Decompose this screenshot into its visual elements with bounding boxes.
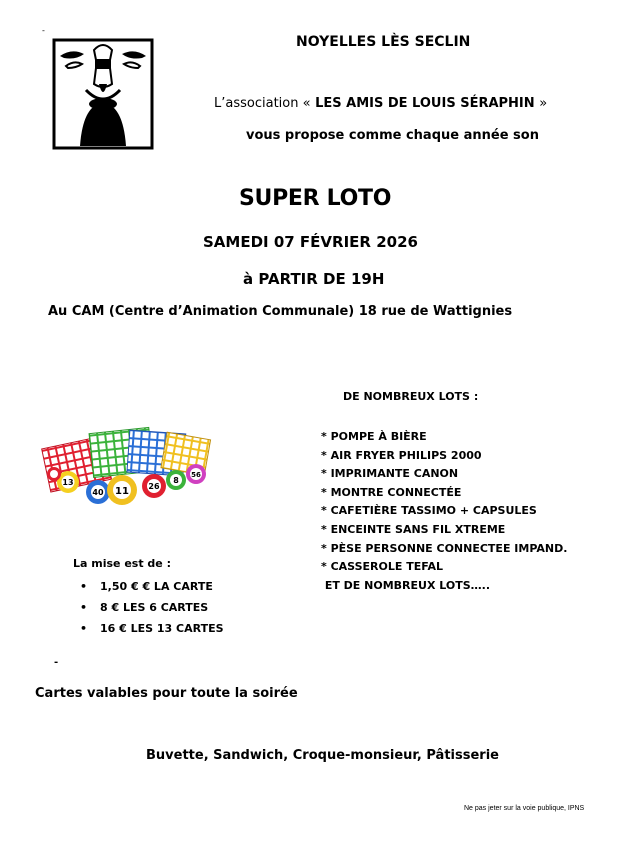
price-item: • 16 € LES 13 CARTES — [80, 618, 224, 639]
association-name: LES AMIS DE LOUIS SÉRAPHIN — [310, 96, 540, 111]
lot-item: * ENCEINTE SANS FIL XTREME — [321, 522, 506, 536]
town-name: NOYELLES LÈS SECLIN — [296, 34, 471, 50]
buvette-line: Buvette, Sandwich, Croque-monsieur, Pâtisserie — [146, 748, 499, 763]
lot-item: * CAFETIÈRE TASSIMO + CAPSULES — [321, 504, 537, 518]
ball-26: 26 — [148, 482, 160, 491]
lots-list — [321, 428, 567, 595]
ball-13: 13 — [62, 478, 74, 487]
ball-11: 11 — [115, 486, 129, 497]
association-prefix: L’association « — [214, 96, 311, 111]
lot-item: * CASSEROLE TEFAL — [321, 560, 443, 574]
cards-validity: Cartes valables pour toute la soirée — [35, 686, 298, 701]
mise-label: La mise est de : — [73, 557, 171, 570]
footer-notice: Ne pas jeter sur la voie publique, IPNS — [464, 805, 585, 812]
association-line — [214, 96, 547, 111]
ball-8: 8 — [173, 476, 179, 485]
event-venue: Au CAM (Centre d’Animation Communale) 18 rue de Wattignies — [48, 304, 513, 319]
lot-item: ET DE NOMBREUX LOTS….. — [321, 578, 491, 592]
price-item: • 8 € LES 6 CARTES — [80, 597, 224, 618]
propose-line: vous propose comme chaque année son — [246, 128, 539, 143]
event-date: SAMEDI 07 FÉVRIER 2026 — [203, 233, 418, 251]
ball-40: 40 — [92, 488, 104, 497]
dash-mark: - — [54, 657, 59, 668]
price-list — [80, 576, 224, 639]
lot-item: * AIR FRYER PHILIPS 2000 — [321, 448, 482, 462]
price-item: • 1,50 € € LA CARTE — [80, 576, 224, 597]
lot-item: * POMPE À BIÈRE — [321, 430, 427, 443]
ball-56: 56 — [191, 471, 201, 479]
lots-title: DE NOMBREUX LOTS : — [343, 390, 479, 403]
association-suffix: » — [539, 96, 548, 111]
association-logo — [52, 38, 154, 150]
event-title: SUPER LOTO — [239, 186, 392, 211]
lot-item: * MONTRE CONNECTÉE — [321, 485, 462, 499]
lot-item: * IMPRIMANTE CANON — [321, 467, 459, 481]
lot-item: * PÈSE PERSONNE CONNECTEE IMPAND. — [321, 541, 568, 555]
event-time: à PARTIR DE 19H — [243, 270, 385, 288]
loto-cards-illustration — [36, 424, 214, 520]
corner-mark: - — [42, 26, 45, 35]
